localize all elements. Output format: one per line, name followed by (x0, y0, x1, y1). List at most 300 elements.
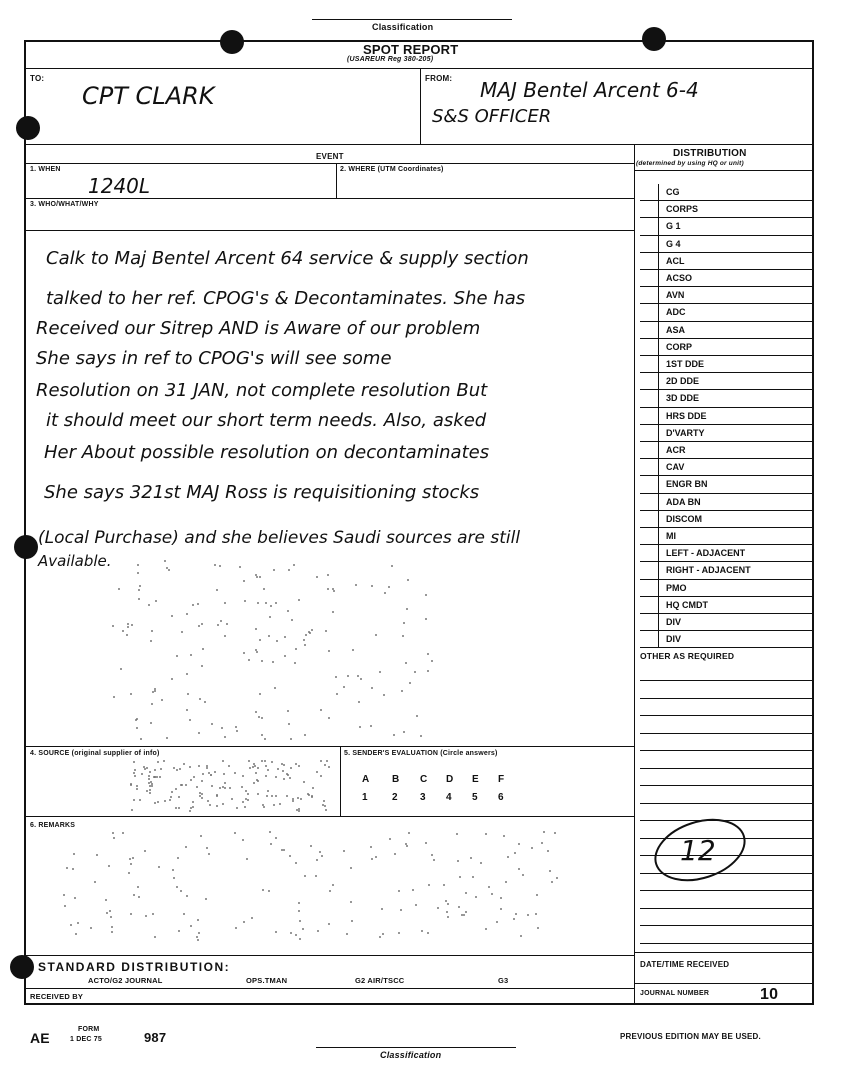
scan-speck (196, 936, 198, 938)
scan-speck (224, 782, 226, 784)
distribution-item-label: ADA BN (666, 496, 701, 507)
checkbox-tick (658, 511, 659, 527)
scan-speck (137, 886, 139, 888)
scan-speck (133, 761, 135, 763)
scan-speck (300, 798, 302, 800)
scan-speck (222, 760, 224, 762)
scan-speck (275, 776, 277, 778)
scan-speck (357, 675, 359, 677)
scan-speck (64, 905, 66, 907)
blank-distribution-row (640, 908, 814, 909)
distribution-item (640, 597, 814, 614)
scan-speck (496, 921, 498, 923)
scan-speck (290, 932, 292, 934)
scan-speck (176, 655, 178, 657)
narrative-line: talked to her ref. CPOG's & Decontaminates. She has (46, 288, 526, 309)
scan-speck (261, 660, 263, 662)
distribution-item-label: DIV (666, 634, 682, 645)
journal-rule (634, 983, 814, 984)
scan-speck (480, 862, 482, 864)
checkbox-tick (658, 528, 659, 544)
distribution-item-label: 3D DDE (666, 393, 700, 404)
scan-speck (205, 898, 207, 900)
form-title: SPOT REPORT (363, 42, 459, 57)
scan-speck (262, 804, 264, 806)
distribution-item (640, 270, 814, 287)
scan-speck (316, 859, 318, 861)
received-by-label: RECEIVED BY (30, 992, 84, 1001)
scan-speck (304, 734, 306, 736)
distribution-item (640, 201, 814, 218)
source-label: 4. SOURCE (original supplier of info) (30, 750, 160, 757)
scan-speck (189, 810, 191, 812)
date-time-received-label: DATE/TIME RECEIVED (640, 960, 730, 969)
scan-speck (295, 934, 297, 936)
scan-speck (420, 735, 422, 737)
std-dist-item: ACTO/G2 JOURNAL (88, 976, 163, 985)
scan-speck (543, 831, 545, 833)
scan-speck (261, 717, 263, 719)
scan-speck (122, 832, 124, 834)
distribution-item-label: G 4 (666, 238, 681, 249)
scan-speck (257, 780, 259, 782)
scan-speck (166, 567, 168, 569)
checkbox-tick (658, 218, 659, 234)
scan-speck (231, 798, 233, 800)
scan-speck (154, 769, 156, 771)
distribution-item-label: DISCOM (666, 513, 702, 524)
distribution-item (640, 511, 814, 528)
evaluation-label: 5. SENDER'S EVALUATION (Circle answers) (344, 750, 498, 757)
scan-speck (298, 808, 300, 810)
scan-speck (298, 599, 300, 601)
checkbox-tick (658, 425, 659, 441)
narrative-line: (Local Purchase) and she believes Saudi sources are still (38, 528, 521, 548)
scan-speck (171, 791, 173, 793)
standard-distribution-rule (24, 955, 634, 956)
distribution-item-label: ACL (666, 255, 685, 266)
distribution-item-label: AVN (666, 290, 685, 301)
from-label: FROM: (425, 74, 453, 83)
scan-speck (236, 807, 238, 809)
scan-speck (149, 785, 151, 787)
scan-speck (138, 896, 140, 898)
checkbox-tick (658, 562, 659, 578)
scan-speck (241, 786, 243, 788)
scan-speck (263, 806, 265, 808)
scan-speck (201, 793, 203, 795)
distribution-item-label: PMO (666, 582, 687, 593)
scan-speck (271, 795, 273, 797)
checkbox-tick (658, 287, 659, 303)
scan-speck (312, 787, 314, 789)
scan-speck (214, 564, 216, 566)
scan-speck (370, 846, 372, 848)
evaluation-letter: C (420, 774, 428, 785)
scan-speck (308, 631, 310, 633)
narrative-line: it should meet our short term needs. Also, asked (46, 410, 487, 431)
scan-speck (111, 926, 113, 928)
checkbox-tick (658, 614, 659, 630)
scan-speck (316, 576, 318, 578)
checkbox-tick (658, 580, 659, 596)
scan-speck (505, 881, 507, 883)
journal-number-value: 10 (760, 986, 779, 1003)
scan-speck (197, 603, 199, 605)
scan-speck (172, 869, 174, 871)
evaluation-letter: A (362, 774, 370, 785)
distribution-item (640, 614, 814, 631)
form-label: FORM (78, 1026, 100, 1033)
scan-speck (265, 775, 267, 777)
distribution-item (640, 373, 814, 390)
scan-speck (137, 564, 139, 566)
distribution-item (640, 356, 814, 373)
scan-speck (507, 856, 509, 858)
evaluation-number: 2 (392, 792, 398, 803)
checkbox-tick (658, 236, 659, 252)
evaluation-rule (24, 816, 634, 817)
to-label: TO: (30, 74, 45, 83)
checkbox-tick (658, 304, 659, 320)
scan-speck (113, 837, 115, 839)
scan-speck (122, 630, 124, 632)
to-from-divider (420, 68, 421, 144)
scan-speck (151, 783, 153, 785)
scan-speck (178, 930, 180, 932)
scan-speck (134, 769, 136, 771)
standard-distribution-label: STANDARD DISTRIBUTION: (38, 960, 231, 974)
checkbox-tick (658, 631, 659, 647)
scan-speck (105, 899, 107, 901)
scan-speck (346, 933, 348, 935)
from-value-line2: S&S OFFICER (432, 106, 552, 127)
scan-speck (190, 925, 192, 927)
scan-speck (120, 668, 122, 670)
blank-distribution-row (640, 785, 814, 786)
distribution-item-label: DIV (666, 617, 682, 627)
scan-speck (106, 912, 108, 914)
scan-speck (277, 768, 279, 770)
scan-speck (268, 635, 270, 637)
scan-speck (370, 725, 372, 727)
scan-speck (149, 792, 151, 794)
received-by-rule (24, 988, 634, 989)
narrative-line: Received our Sitrep AND is Aware of our problem (36, 318, 481, 339)
distribution-item-label: MI (666, 531, 676, 541)
scan-speck (394, 853, 396, 855)
scan-speck (245, 798, 247, 800)
who-rule (24, 230, 634, 231)
scan-speck (126, 634, 128, 636)
narrative-line: Calk to Maj Bentel Arcent 64 service & supply section (46, 248, 529, 269)
other-as-required-label: OTHER AS REQUIRED (640, 651, 735, 661)
scan-speck (234, 772, 236, 774)
when-where-divider (336, 163, 337, 198)
distribution-item (640, 287, 814, 304)
scan-speck (406, 608, 408, 610)
date-time-rule (634, 952, 814, 953)
distribution-item-label: HRS DDE (666, 410, 707, 421)
blank-distribution-row (640, 890, 814, 891)
scan-speck (347, 675, 349, 677)
scan-speck (242, 801, 244, 803)
scan-speck (210, 774, 212, 776)
distribution-item-label: LEFT - ADJACENT (666, 548, 746, 559)
distribution-item (640, 304, 814, 321)
evaluation-number: 1 (362, 792, 368, 803)
scan-speck (259, 639, 261, 641)
scan-speck (465, 892, 467, 894)
circled-number: 12 (680, 834, 716, 867)
checkbox-tick (658, 494, 659, 510)
checkbox-tick (658, 442, 659, 458)
scan-speck (445, 900, 447, 902)
scan-speck (447, 903, 449, 905)
std-dist-item: G3 (498, 976, 509, 985)
scan-speck (224, 635, 226, 637)
scan-speck (176, 886, 178, 888)
evaluation-number: 3 (420, 792, 426, 803)
scan-speck (332, 611, 334, 613)
scan-speck (161, 699, 163, 701)
scan-speck (350, 901, 352, 903)
scan-speck (447, 916, 449, 918)
scan-speck (290, 767, 292, 769)
journal-number-label: JOURNAL NUMBER (640, 990, 710, 997)
scan-speck (554, 832, 556, 834)
checkbox-tick (658, 356, 659, 372)
scan-speck (255, 711, 257, 713)
scan-speck (299, 938, 301, 940)
scan-speck (180, 784, 182, 786)
scan-speck (197, 919, 199, 921)
scan-speck (189, 766, 191, 768)
distribution-item (640, 218, 814, 235)
who-what-why-label: 3. WHO/WHAT/WHY (30, 201, 99, 208)
form-regulation: (USAREUR Reg 380-205) (347, 56, 434, 63)
scan-speck (148, 775, 150, 777)
evaluation-number: 5 (472, 792, 478, 803)
scan-speck (541, 842, 543, 844)
blank-distribution-row (640, 768, 814, 769)
narrative-line: She says 321st MAJ Ross is requisitioning stocks (44, 482, 480, 503)
distribution-item (640, 322, 814, 339)
scan-speck (251, 917, 253, 919)
scan-speck (271, 761, 273, 763)
scan-speck (537, 927, 539, 929)
distribution-item-label: CAV (666, 462, 685, 473)
scan-speck (527, 914, 529, 916)
scan-speck (224, 602, 226, 604)
checkbox-tick (658, 184, 659, 200)
distribution-item (640, 494, 814, 511)
distribution-item (640, 390, 814, 407)
scan-speck (257, 602, 259, 604)
scan-speck (154, 688, 156, 690)
header-rule (24, 68, 814, 69)
scan-speck (295, 648, 297, 650)
scan-speck (256, 576, 258, 578)
scan-speck (515, 913, 517, 915)
scan-speck (186, 673, 188, 675)
scan-speck (181, 631, 183, 633)
scan-speck (294, 662, 296, 664)
distribution-item-label: 1ST DDE (666, 359, 705, 369)
scan-speck (176, 769, 178, 771)
checkbox-tick (658, 253, 659, 269)
distribution-divider (634, 144, 635, 1005)
form-date: 1 DEC 75 (70, 1036, 102, 1043)
scan-speck (274, 687, 276, 689)
scan-speck (235, 726, 237, 728)
scan-speck (154, 776, 156, 778)
scan-speck (431, 660, 433, 662)
scan-speck (381, 908, 383, 910)
to-from-rule (24, 144, 814, 145)
checkbox-tick (658, 408, 659, 424)
scan-speck (150, 722, 152, 724)
scan-speck (332, 884, 334, 886)
scan-speck (518, 843, 520, 845)
distribution-item (640, 580, 814, 597)
distribution-item-label: CORPS (666, 204, 699, 215)
scan-speck (406, 845, 408, 847)
distribution-item-label: ENGR BN (666, 479, 708, 490)
scan-speck (551, 881, 553, 883)
scan-speck (216, 795, 218, 797)
classification-rule-top (312, 19, 512, 20)
scan-speck (192, 604, 194, 606)
scan-speck (273, 804, 275, 806)
scan-speck (132, 857, 134, 859)
scan-speck (379, 671, 381, 673)
scan-speck (491, 893, 493, 895)
scan-speck (255, 649, 257, 651)
scan-speck (208, 853, 210, 855)
scan-speck (196, 786, 198, 788)
scan-speck (255, 628, 257, 630)
from-value-line1: MAJ Bentel Arcent 6-4 (480, 78, 699, 102)
scan-speck (183, 763, 185, 765)
scan-speck (202, 773, 204, 775)
when-rule (24, 198, 634, 199)
scan-speck (253, 782, 255, 784)
distribution-item (640, 528, 814, 545)
checkbox-tick (658, 597, 659, 613)
event-section-label: EVENT (316, 152, 344, 161)
evaluation-letter: E (472, 774, 479, 785)
std-dist-item: G2 AIR/TSCC (355, 976, 405, 985)
scan-speck (77, 922, 79, 924)
scan-speck (108, 865, 110, 867)
std-dist-item: OPS.TMAN (246, 976, 288, 985)
scan-speck (270, 843, 272, 845)
distribution-title: DISTRIBUTION (673, 148, 747, 159)
evaluation-letter: F (498, 774, 505, 785)
scan-speck (113, 696, 115, 698)
scan-speck (157, 761, 159, 763)
classification-top: Classification (372, 22, 434, 32)
scan-speck (276, 640, 278, 642)
scan-speck (264, 760, 266, 762)
scan-speck (321, 855, 323, 857)
scan-speck (243, 652, 245, 654)
scan-speck (243, 580, 245, 582)
distribution-item-label: ADC (666, 307, 686, 318)
scan-speck (193, 776, 195, 778)
distribution-item (640, 545, 814, 562)
distribution-item-label: ACSO (666, 273, 693, 283)
distribution-item (640, 408, 814, 425)
blank-distribution-row (640, 750, 814, 751)
scan-speck (173, 877, 175, 879)
scan-speck (456, 833, 458, 835)
scan-speck (259, 693, 261, 695)
where-label: 2. WHERE (UTM Coordinates) (340, 166, 444, 173)
scan-speck (305, 634, 307, 636)
scan-speck (319, 851, 321, 853)
scan-speck (244, 806, 246, 808)
source-rule (24, 746, 634, 747)
distribution-item-label: HQ CMDT (666, 599, 708, 610)
distribution-item-label: 2D DDE (666, 376, 700, 387)
blank-distribution-row (640, 680, 814, 681)
distribution-item-label: ACR (666, 445, 686, 455)
scan-speck (272, 661, 274, 663)
checkbox-tick (658, 476, 659, 492)
scan-speck (371, 585, 373, 587)
checkbox-tick (658, 270, 659, 286)
distribution-item-label: D'VARTY (666, 427, 705, 438)
scan-speck (403, 731, 405, 733)
blank-distribution-row (640, 943, 814, 944)
checkbox-tick (658, 459, 659, 475)
scan-speck (245, 790, 247, 792)
scan-speck (206, 765, 208, 767)
classification-bottom: Classification (380, 1050, 442, 1060)
scan-speck (352, 649, 354, 651)
scan-speck (239, 566, 241, 568)
scan-speck (327, 574, 329, 576)
scan-speck (207, 800, 209, 802)
distribution-item-label: RIGHT - ADJACENT (666, 565, 751, 576)
scan-speck (148, 604, 150, 606)
distribution-item (640, 631, 814, 648)
scan-speck (136, 785, 138, 787)
scan-speck (63, 894, 65, 896)
distribution-item (640, 442, 814, 459)
scan-speck (131, 809, 133, 811)
distribution-item (640, 253, 814, 270)
checkbox-tick (658, 339, 659, 355)
scan-speck (190, 654, 192, 656)
event-rule (24, 163, 634, 164)
scan-speck (148, 778, 150, 780)
source-eval-divider (340, 746, 341, 816)
remarks-label: 6. REMARKS (30, 822, 76, 829)
scan-speck (298, 765, 300, 767)
blank-distribution-row (640, 733, 814, 734)
distribution-item-label: G 1 (666, 221, 681, 232)
narrative-line: Available. (38, 552, 112, 570)
blank-distribution-row (640, 925, 814, 926)
scan-speck (197, 939, 199, 941)
scan-speck (244, 600, 246, 602)
checkbox-tick (658, 373, 659, 389)
checkbox-tick (658, 545, 659, 561)
distribution-item (640, 236, 814, 253)
